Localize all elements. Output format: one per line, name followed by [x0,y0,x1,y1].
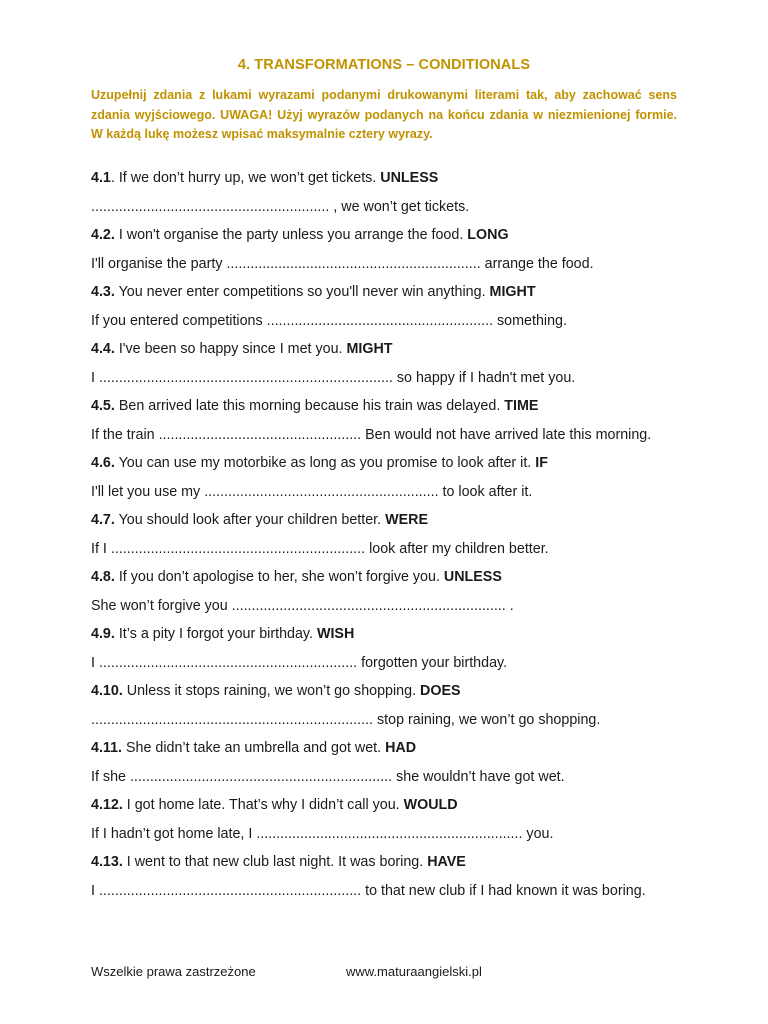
exercise-number: 4.1 [91,170,111,186]
answer-gap[interactable]: ..................................................................... [231,598,506,614]
exercise-number: 4.8. [91,569,115,585]
exercise-keyword: LONG [467,227,509,243]
answer-gap[interactable]: .......................................................................... [98,370,393,386]
exercise-answer-line [91,596,691,616]
exercise-answer-line [91,767,691,787]
exercise-keyword: WERE [385,512,428,528]
exercise-keyword: WISH [316,626,355,642]
exercise-item [91,510,691,559]
exercise-keyword: UNLESS [380,170,439,186]
footer-copyright: Wszelkie prawa zastrzeżone [91,964,256,979]
exercise-number: 4.6. [91,455,115,471]
exercise-number-separator: . [110,170,115,186]
exercise-item [91,168,691,217]
answer-prefix: I [91,370,99,386]
answer-suffix: . [505,598,514,614]
answer-suffix: she wouldn’t have got wet. [392,769,565,785]
exercise-question [91,282,691,302]
answer-suffix: something. [493,313,567,329]
exercise-question [91,453,691,473]
answer-suffix: forgotten your birthday. [357,655,508,671]
exercise-answer-line [91,311,691,331]
exercise-item [91,624,691,673]
answer-suffix: to that new club if I had known it was boring. [361,883,646,899]
exercise-question [91,567,691,587]
exercise-number: 4.11. [91,740,123,756]
exercise-question [91,624,691,644]
exercise-question [91,339,691,359]
exercise-sentence: It’s a pity I forgot your birthday. [114,626,317,642]
answer-prefix: I [91,883,99,899]
exercise-answer-line [91,710,691,730]
exercise-number: 4.13. [91,854,123,870]
answer-prefix: If I [91,541,111,557]
exercise-item [91,852,691,901]
exercise-answer-line [91,368,691,388]
page-title: 4. TRANSFORMATIONS – CONDITIONALS [237,57,531,73]
answer-prefix: She won’t forgive you [91,598,232,614]
exercise-item [91,453,691,502]
answer-gap[interactable]: ......................................................... [266,313,494,329]
exercise-question [91,738,691,758]
exercise-sentence: If you don’t apologise to her, she won’t forgive you. [114,569,444,585]
exercise-question [91,795,691,815]
exercise-sentence: You should look after your children better. [114,512,386,528]
exercise-keyword: HAVE [427,854,466,870]
exercise-number: 4.12. [91,797,123,813]
answer-gap[interactable]: ....................................................................... [91,712,374,728]
answer-suffix: to look after it. [438,484,533,500]
answer-gap[interactable]: ........................................................... [204,484,439,500]
exercise-number: 4.2. [91,227,115,243]
exercise-number: 4.5. [91,398,115,414]
answer-prefix: I'll let you use my [91,484,205,500]
exercise-answer-line [91,539,691,559]
answer-suffix: , we won’t get tickets. [329,199,470,215]
exercise-answer-line [91,254,691,274]
answer-prefix: If you entered competitions [91,313,267,329]
exercise-item [91,738,691,787]
exercise-keyword: IF [535,455,548,471]
exercise-answer-line [91,824,691,844]
exercise-keyword: MIGHT [489,284,536,300]
answer-suffix: you. [522,826,554,842]
answer-prefix: I'll organise the party [91,256,227,272]
exercise-sentence: I got home late. That’s why I didn’t call you. [122,797,404,813]
answer-gap[interactable]: ............................................................ [91,199,330,215]
exercise-answer-line [91,197,691,217]
exercise-item [91,282,691,331]
answer-suffix: Ben would not have arrived late this morning. [361,427,652,443]
exercise-answer-line [91,425,691,445]
exercise-question [91,396,691,416]
answer-gap[interactable]: ................................................................... [256,826,523,842]
exercise-answer-line [91,653,691,673]
answer-gap[interactable]: ................................................................. [98,655,358,671]
exercise-answer-line [91,881,691,901]
exercise-question [91,225,691,245]
answer-prefix: If the train [91,427,159,443]
exercise-keyword: MIGHT [346,341,393,357]
exercise-sentence: I've been so happy since I met you. [114,341,347,357]
answer-gap[interactable]: ................................................................ [110,541,366,557]
exercise-sentence: I won't organise the party unless you arrange the food. [114,227,468,243]
exercise-number: 4.7. [91,512,115,528]
exercise-item [91,225,691,274]
answer-suffix: stop raining, we won’t go shopping. [373,712,601,728]
exercise-question [91,681,691,701]
exercise-question [91,510,691,530]
exercise-list [91,168,691,909]
exercise-keyword: DOES [420,683,461,699]
exercise-item [91,339,691,388]
exercise-keyword: TIME [504,398,539,414]
exercise-item [91,396,691,445]
answer-prefix: If I hadn’t got home late, I [91,826,257,842]
answer-gap[interactable]: .................................................................. [129,769,393,785]
instructions-text: Uzupełnij zdania z lukami wyrazami podanymi drukowanymi literami tak, aby zachować sens zdania wyjściowego. UWAGA! Użyj wyrazów podanych na końcu zdania w niezmienionej formie. W każdą lukę możesz wpisać maksymalnie cztery wyrazy. [91,88,677,142]
footer-website: www.maturaangielski.pl [346,964,482,979]
answer-gap[interactable]: ................................................... [158,427,362,443]
exercise-keyword: HAD [385,740,417,756]
exercise-number: 4.3. [91,284,115,300]
answer-suffix: look after my children better. [365,541,549,557]
answer-suffix: so happy if I hadn't met you. [392,370,576,386]
answer-gap[interactable]: ................................................................ [226,256,481,272]
exercise-sentence: I went to that new club last night. It was boring. [122,854,428,870]
exercise-item [91,795,691,844]
answer-gap[interactable]: .................................................................. [98,883,362,899]
answer-prefix: If she [91,769,130,785]
exercise-answer-line [91,482,691,502]
exercise-sentence: If we don’t hurry up, we won’t get tickets. [114,170,381,186]
exercise-sentence: You can use my motorbike as long as you promise to look after it. [114,455,536,471]
exercise-sentence: Ben arrived late this morning because his train was delayed. [114,398,505,414]
exercise-number: 4.4. [91,341,115,357]
answer-suffix: arrange the food. [480,256,594,272]
exercise-question [91,168,691,188]
exercise-question [91,852,691,872]
exercise-item [91,681,691,730]
exercise-number: 4.10. [91,683,123,699]
exercise-sentence: Unless it stops raining, we won’t go shopping. [122,683,421,699]
exercise-number: 4.9. [91,626,115,642]
exercise-sentence: You never enter competitions so you'll never win anything. [114,284,490,300]
answer-prefix: I [91,655,99,671]
exercise-keyword: UNLESS [443,569,502,585]
exercise-sentence: She didn’t take an umbrella and got wet. [122,740,386,756]
exercise-keyword: WOULD [403,797,458,813]
exercise-item [91,567,691,616]
